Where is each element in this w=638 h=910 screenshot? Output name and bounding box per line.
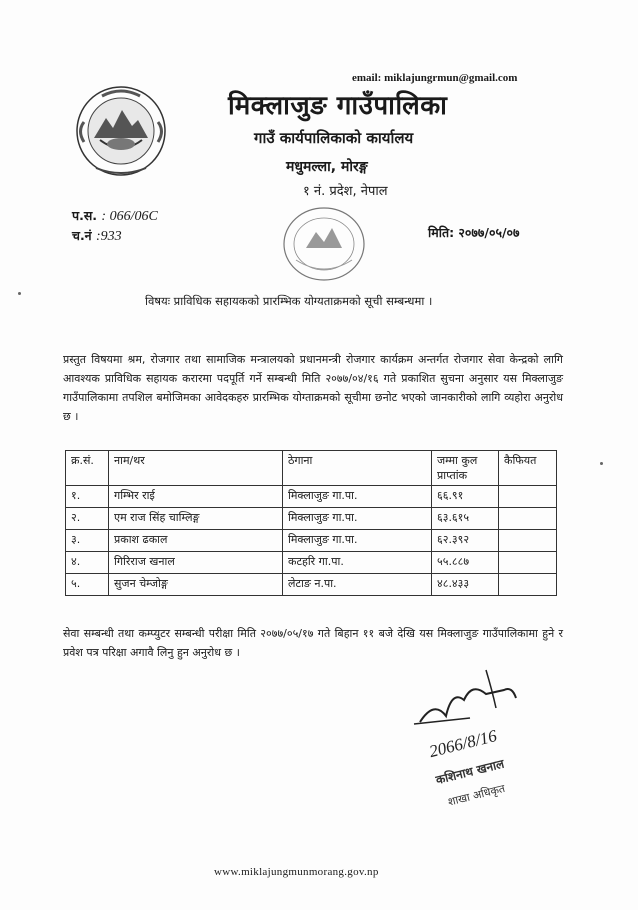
reference-block [72,206,158,246]
cell-serial: ४. [66,552,109,574]
header-total-score: जम्मा कुल प्राप्तांक [432,451,499,486]
signatory-name: कशिनाथ खनाल [434,756,506,788]
signature-block [400,660,540,820]
letter-number-label: प.स. [72,208,98,223]
scan-speck [600,462,603,465]
cell-remarks [499,508,557,530]
table-header-row [66,451,557,486]
cell-address: कटहरि गा.पा. [283,552,432,574]
header-name: नाम/थर [109,451,283,486]
nepal-emblem-logo [72,82,170,180]
cell-remarks [499,552,557,574]
cell-score: ४८.४३३ [432,574,499,596]
signature-date: 2066/8/16 [427,726,499,762]
signatory-designation: शाखा अधिकृत [446,781,507,809]
cell-score: ६३.६१५ [432,508,499,530]
body-paragraph: प्रस्तुत विषयमा श्रम, रोजगार तथा सामाजिक मन्त्रालयको प्रधानमन्त्री रोजगार कार्यक्रम अन्तर्गत रोजगार सेवा केन्द्रको लागि आवश्यक प्राविधिक सहायक करारमा पदपूर्ति गर्ने सम्बन्धी मिति २०७७/०४/१६ गते प्रकाशित सुचना अनुसार यस मिक्लाजुङ गाउँपालिकामा तपशिल बमोजिमका आवेदकहरु प्रारम्भिक योग्ताक्रमको सूचीमा छनोट भएको जानकारीको लागि व्यहोरा अनुरोध छ । [63,353,563,423]
scan-speck [18,292,21,295]
table-row [66,552,557,574]
cell-serial: ३. [66,530,109,552]
letter-number-row [72,206,158,226]
table-row [66,574,557,596]
cell-address: मिक्लाजुङ गा.पा. [283,486,432,508]
cell-score: ६२.३९२ [432,530,499,552]
dispatch-number-label: च.नं [72,228,92,243]
cell-address: मिक्लाजुङ गा.पा. [283,530,432,552]
closing-paragraph: सेवा सम्बन्धी तथा कम्प्युटर सम्बन्धी परीक्षा मिति २०७७/०५/१७ गते बिहान ११ बजे देखि यस मिक्लाजुङ गाउँपालिकामा हुने र प्रवेश पत्र परिक्षा अगावै लिनु हुन अनुरोध छ । [63,627,563,659]
cell-name: गम्भिर राई [109,486,283,508]
municipality-title: मिक्लाजुङ गाउँपालिका [228,91,448,121]
letter-number-value: : 066/06C [101,209,158,224]
cell-remarks [499,486,557,508]
header-serial: क्र.सं. [66,451,109,486]
cell-name: एम राज सिंह चाम्लिङ्ग [109,508,283,530]
subject-line: विषयः प्राविधिक सहायकको प्रारम्भिक योग्यताक्रमको सूची सम्बन्धमा । [145,294,433,308]
cell-score: ६६.९१ [432,486,499,508]
website-footer: www.miklajungmunmorang.gov.np [214,866,379,878]
cell-name: प्रकाश ढकाल [109,530,283,552]
cell-serial: १. [66,486,109,508]
applicants-table [65,450,557,596]
cell-serial: २. [66,508,109,530]
cell-name: सुजन चेम्जोङ्ग [109,574,283,596]
cell-address: मिक्लाजुङ गा.पा. [283,508,432,530]
cell-score: ५५.८८७ [432,552,499,574]
cell-name: गिरिराज खनाल [109,552,283,574]
header-remarks: कैफियत [499,451,557,486]
cell-address: लेटाङ न.पा. [283,574,432,596]
office-name: गाउँ कार्यपालिकाको कार्यालय [254,129,414,147]
cell-serial: ५. [66,574,109,596]
dispatch-number-value: :933 [95,229,122,244]
office-seal-stamp [276,202,372,286]
letter-date: मिति: २०७७/०५/०७ [428,225,520,240]
table-row [66,486,557,508]
cell-remarks [499,574,557,596]
table-row [66,530,557,552]
dispatch-number-row [72,226,158,246]
cell-remarks [499,530,557,552]
email-address: email: miklajungrmun@gmail.com [352,72,518,84]
office-location: मधुमल्ला, मोरङ्ग [286,159,368,175]
header-address: ठेगाना [283,451,432,486]
table-row [66,508,557,530]
province-line: १ नं. प्रदेश, नेपाल [303,184,388,199]
